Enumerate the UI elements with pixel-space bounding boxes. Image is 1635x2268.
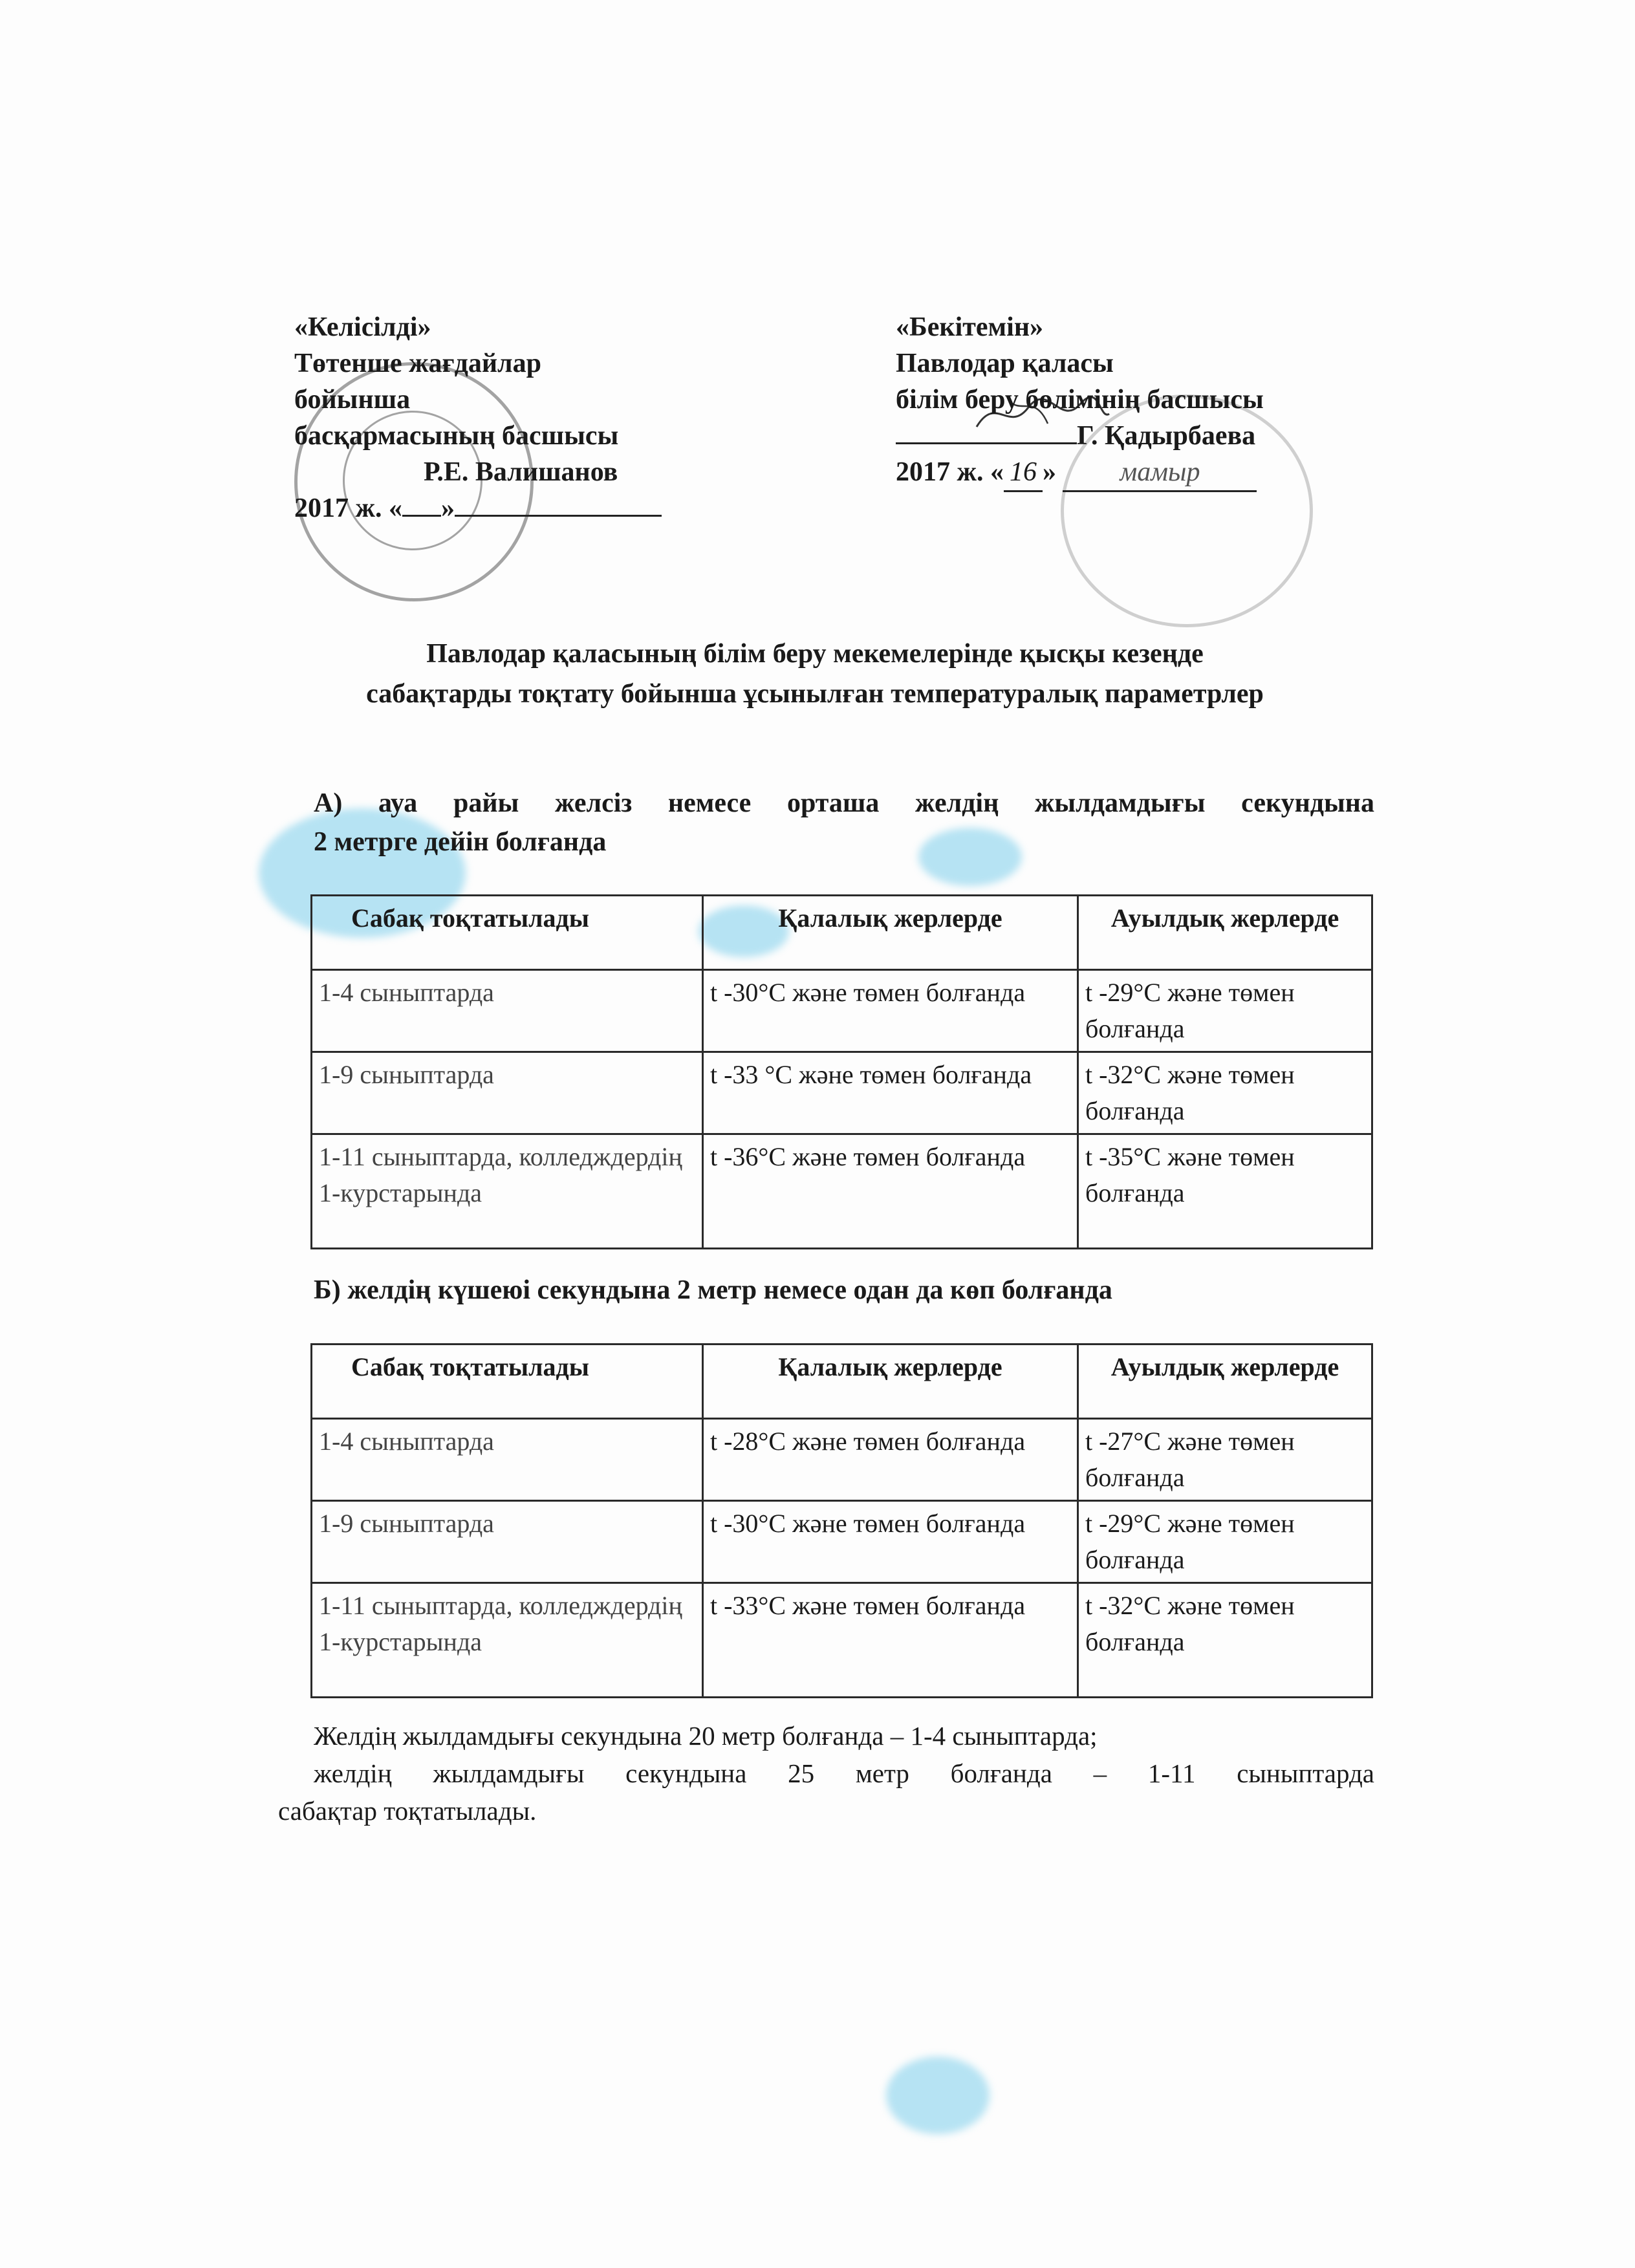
table-cell: 1-11 сыныптарда, колледждердің 1-курстарында xyxy=(312,1583,703,1698)
section-a-heading-line2: 2 метрге дейін болғанда xyxy=(314,827,607,857)
table-cell: t -32°С және төмен болғанда xyxy=(1078,1052,1372,1134)
column-header: Ауылдық жерлерде xyxy=(1078,1345,1372,1419)
table-row xyxy=(312,1134,1372,1249)
section-a-heading-line1: А) ауа райы желсіз немесе орташа желдің жылдамдығы секундына xyxy=(314,788,1374,818)
date-separator: » xyxy=(1042,457,1056,487)
month-field: мамыр xyxy=(1063,454,1257,492)
table-cell: 1-4 сыныптарда xyxy=(312,970,703,1052)
table-cell: 1-9 сыныптарда xyxy=(312,1501,703,1583)
table-cell: t -32°С және төмен болғанда xyxy=(1078,1583,1372,1698)
day-field: 16 xyxy=(1004,454,1043,492)
date-line xyxy=(294,490,662,526)
section-a-table xyxy=(310,894,1373,1249)
table-cell: t -33 °С және төмен болғанда xyxy=(703,1052,1078,1134)
column-header: Сабақ тоқтатылады xyxy=(312,896,703,970)
date-separator: » xyxy=(440,493,455,523)
footer-line2: желдің жылдамдығы секундына 25 метр болғанда – 1-11 сыныптарда xyxy=(314,1758,1374,1788)
signatory-name: Р.Е. Валишанов xyxy=(424,457,618,487)
table-cell: t -29°С және төмен болғанда xyxy=(1078,1501,1372,1583)
table-cell: t -30°С және төмен болғанда xyxy=(703,970,1078,1052)
department-line2: бойынша xyxy=(294,385,411,415)
approved-label: «Бекітемін» xyxy=(896,312,1044,342)
column-header: Ауылдық жерлерде xyxy=(1078,896,1372,970)
document-title xyxy=(259,634,1371,714)
table-row xyxy=(312,970,1372,1052)
date-prefix: 2017 ж. « xyxy=(896,457,1004,487)
table-cell: t -33°С және төмен болғанда xyxy=(703,1583,1078,1698)
department-line1: Төтенше жағдайлар xyxy=(294,349,541,378)
table-cell: t -35°С және төмен болғанда xyxy=(1078,1134,1372,1249)
approval-block-right xyxy=(896,309,1264,492)
ink-blot xyxy=(886,2057,990,2134)
section-b-table xyxy=(310,1343,1373,1698)
table-cell: 1-4 сыныптарда xyxy=(312,1419,703,1501)
footer-notes xyxy=(278,1717,1374,1830)
table-cell: t -30°С және төмен болғанда xyxy=(703,1501,1078,1583)
month-blank xyxy=(455,515,662,517)
table-cell: 1-11 сыныптарда, колледждердің 1-курстарында xyxy=(312,1134,703,1249)
footer-line1: Желдің жылдамдығы секундына 20 метр болғанда – 1-4 сыныптарда; xyxy=(314,1721,1098,1751)
table-header-row xyxy=(312,1345,1372,1419)
day-blank xyxy=(402,515,441,517)
column-header: Сабақ тоқтатылады xyxy=(312,1345,703,1419)
table-header-row xyxy=(312,896,1372,970)
date-line xyxy=(896,454,1264,492)
signature-line xyxy=(896,442,1077,444)
title-line2: сабақтарды тоқтату бойынша ұсынылған температуралық параметрлер xyxy=(366,679,1264,709)
table-cell: 1-9 сыныптарда xyxy=(312,1052,703,1134)
table-row xyxy=(312,1419,1372,1501)
signatory-name: Г. Қадырбаева xyxy=(1077,421,1256,451)
footer-line3: сабақтар тоқтатылады. xyxy=(278,1796,537,1826)
column-header: Қалалық жерлерде xyxy=(703,1345,1078,1419)
approval-block-left xyxy=(294,309,662,526)
agreed-label: «Келісілді» xyxy=(294,312,431,342)
column-header: Қалалық жерлерде xyxy=(703,896,1078,970)
signatory-line xyxy=(294,454,662,490)
table-cell: t -36°С және төмен болғанда xyxy=(703,1134,1078,1249)
table-row xyxy=(312,1583,1372,1698)
position-title: білім беру бөлімінің басшысы xyxy=(896,385,1264,415)
signatory-line xyxy=(896,418,1264,454)
table-cell: t -29°С және төмен болғанда xyxy=(1078,970,1372,1052)
table-row xyxy=(312,1501,1372,1583)
table-row xyxy=(312,1052,1372,1134)
table-cell: t -28°С және төмен болғанда xyxy=(703,1419,1078,1501)
table-cell: t -27°С және төмен болғанда xyxy=(1078,1419,1372,1501)
position-title: басқармасының басшысы xyxy=(294,421,619,451)
section-b-heading: Б) желдің күшеюі секундына 2 метр немесе одан да көп болғанда xyxy=(314,1275,1112,1305)
city-line: Павлодар қаласы xyxy=(896,349,1114,378)
section-a-heading xyxy=(314,784,1374,861)
date-prefix: 2017 ж. « xyxy=(294,493,402,523)
title-line1: Павлодар қаласының білім беру мекемелерінде қысқы кезеңде xyxy=(426,639,1204,669)
